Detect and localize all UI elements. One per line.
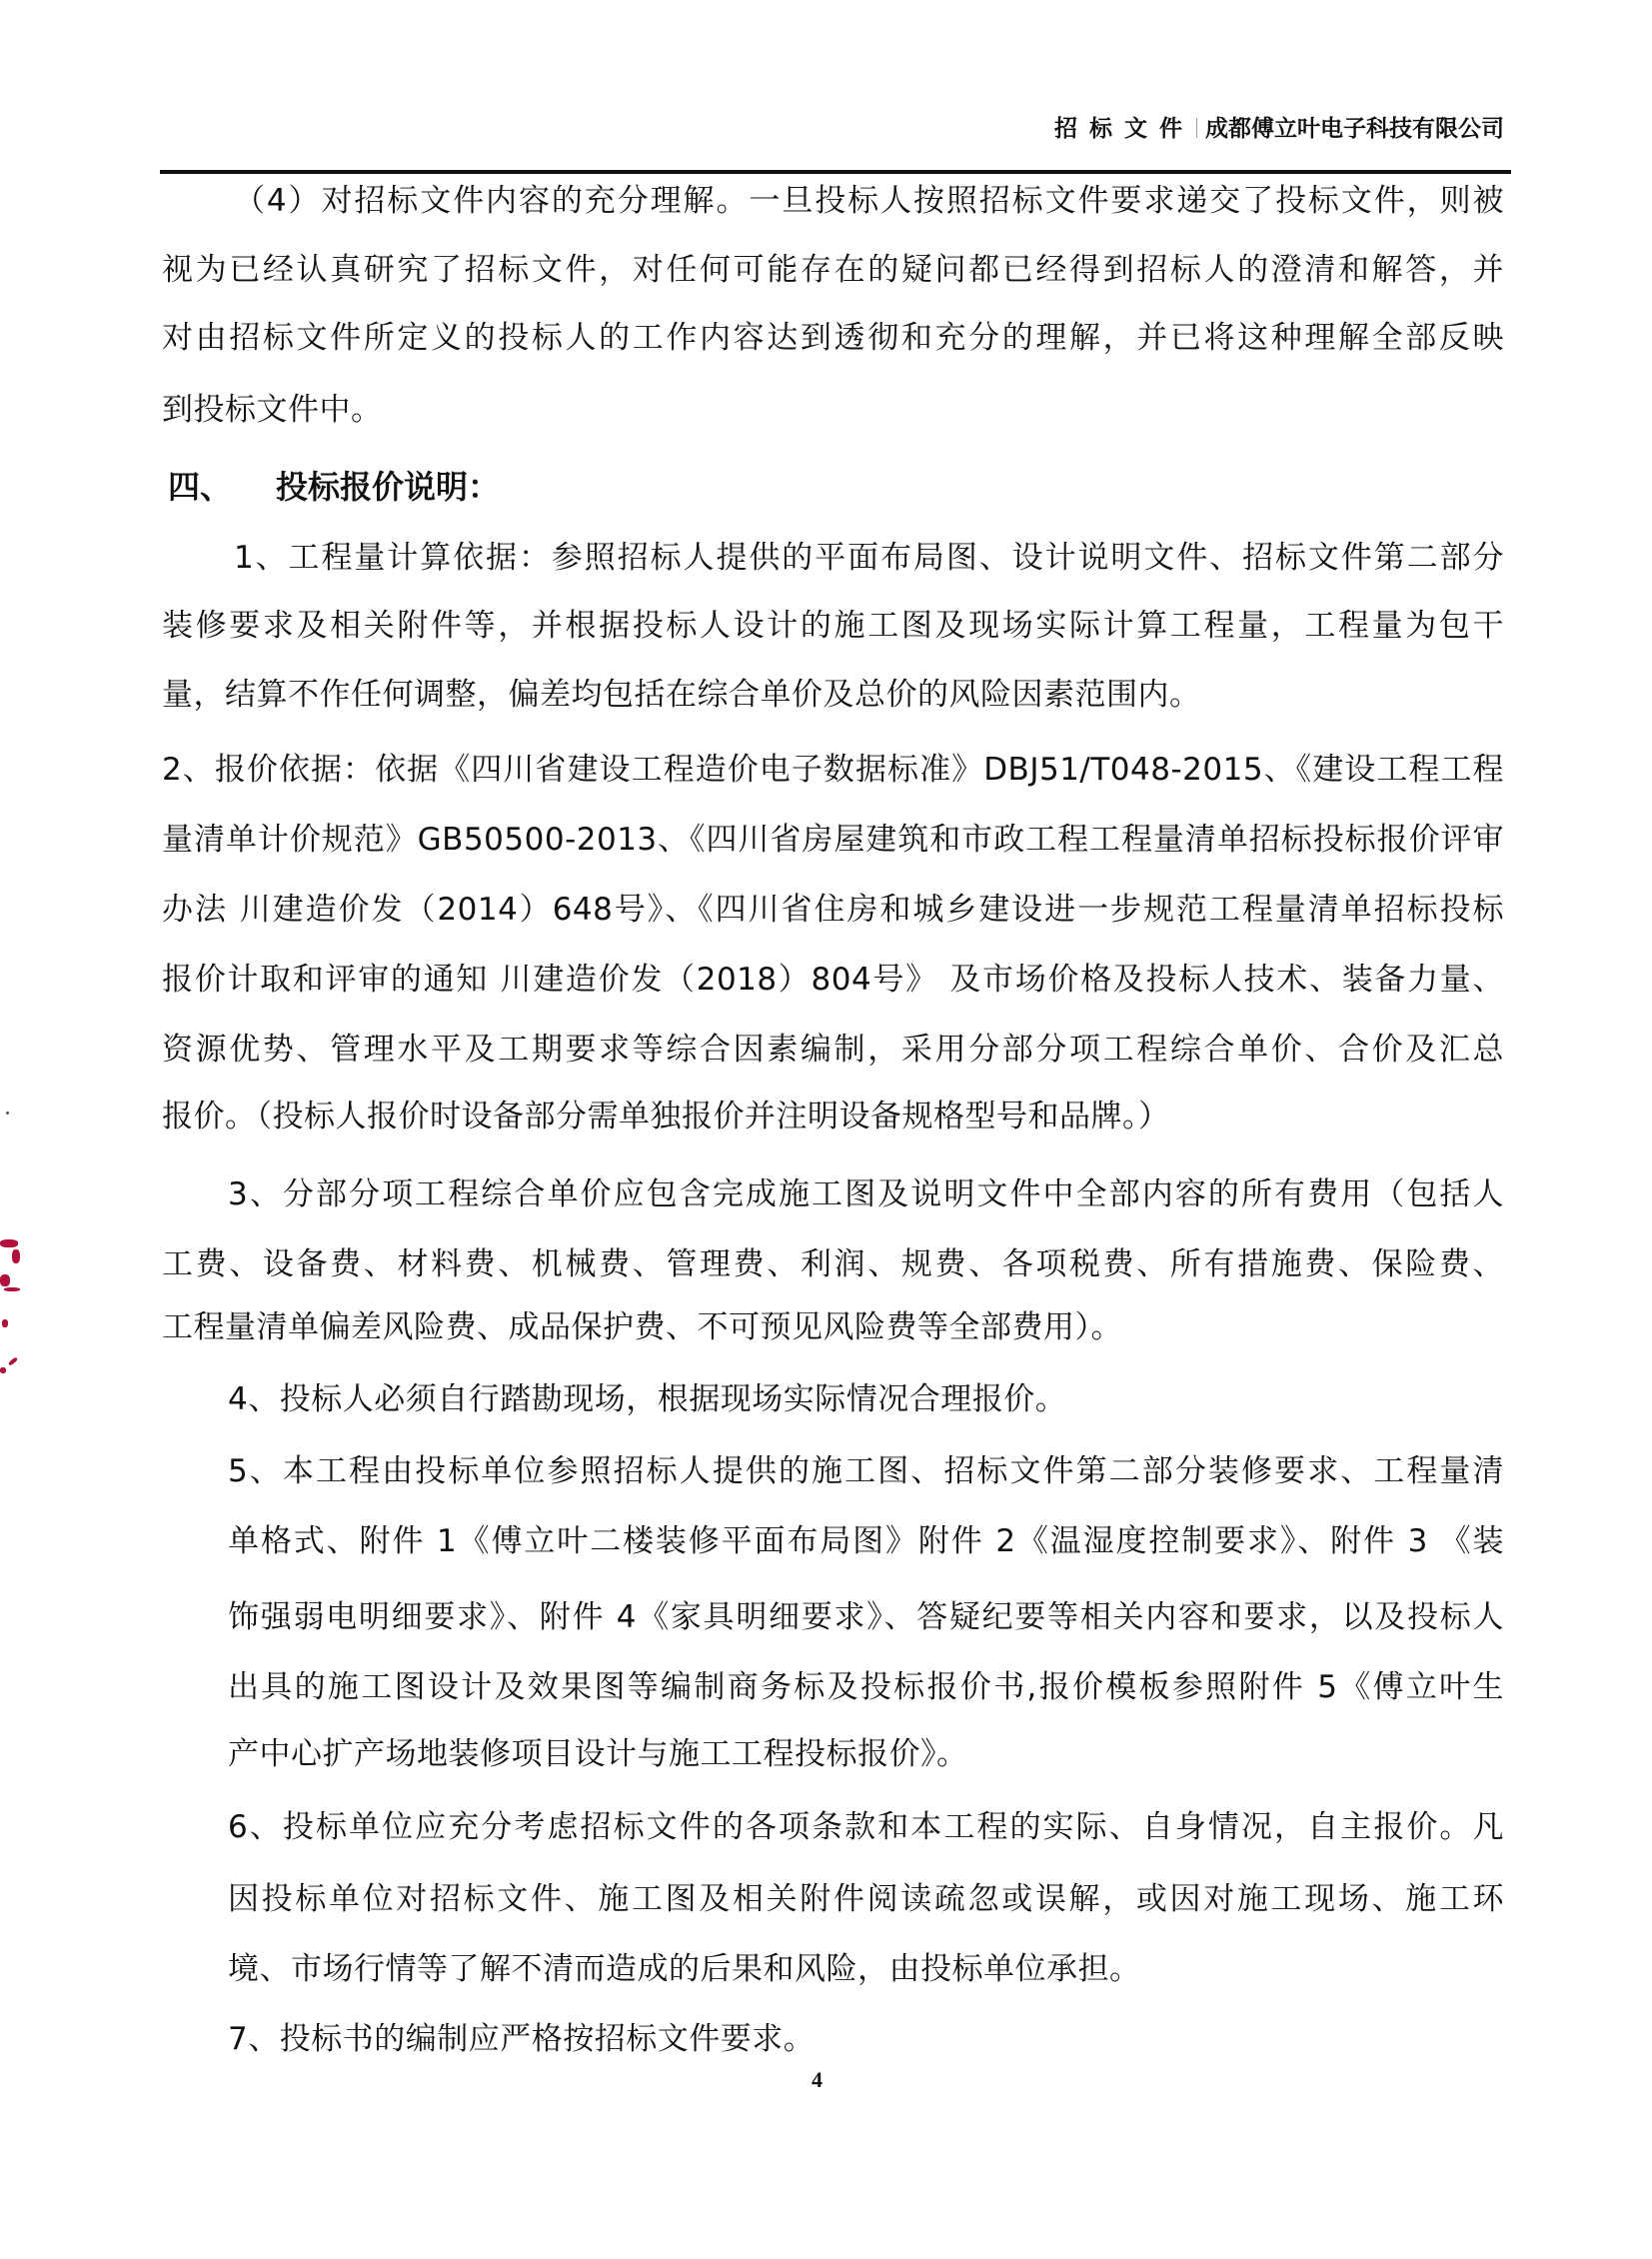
paragraph-line: 对由招标文件所定义的投标人的工作内容达到透彻和充分的理解，并已将这种理解全部反映: [162, 320, 1504, 356]
running-header: [1054, 110, 1504, 143]
paragraph-line: 到投标文件中。: [162, 392, 383, 428]
paragraph-line: 视为已经认真研究了招标文件，对任何可能存在的疑问都已经得到招标人的澄清和解答，并: [162, 252, 1504, 288]
header-separator: [1196, 118, 1197, 138]
item-4-line: 4、投标人必须自行踏勘现场，根据现场实际情况合理报价。: [228, 1381, 1067, 1417]
item-2-line: 量清单计价规范》GB50500-2013、《四川省房屋建筑和市政工程工程量清单招标投标报价评审: [162, 822, 1504, 858]
item-1-line: 量，结算不作任何调整，偏差均包括在综合单价及总价的风险因素范围内。: [162, 677, 1201, 713]
item-5-line: 单格式、附件 1《傅立叶二楼装修平面布局图》附件 2《温湿度控制要求》、附件 3 《装: [228, 1523, 1504, 1559]
item-1-line: 装修要求及相关附件等，并根据投标人设计的施工图及现场实际计算工程量，工程量为包干: [162, 608, 1504, 644]
paragraph-line: （4）对招标文件内容的充分理解。一旦投标人按照招标文件要求递交了投标文件，则被: [234, 183, 1504, 219]
item-5-line: 出具的施工图设计及效果图等编制商务标及投标报价书,报价模板参照附件 5《傅立叶生: [228, 1669, 1504, 1705]
section-number: 四、: [168, 468, 233, 506]
section-heading: [168, 462, 500, 508]
item-2-line: 报价计取和评审的通知 川建造价发（2018）804号》 及市场价格及投标人技术、装备力量、: [162, 962, 1504, 998]
page-number: 4: [812, 2067, 823, 2092]
header-company: 成都傅立叶电子科技有限公司: [1205, 116, 1504, 142]
header-doc-label: 招标文件: [1054, 116, 1194, 142]
item-5-line: 5、本工程由投标单位参照招标人提供的施工图、招标文件第二部分装修要求、工程量清: [228, 1453, 1504, 1489]
item-2-line: 2、报价依据：依据《四川省建设工程造价电子数据标准》DBJ51/T048-2015、《建设工程工程: [162, 752, 1504, 788]
item-1-line: 1、工程量计算依据：参照招标人提供的平面布局图、设计说明文件、招标文件第二部分: [234, 540, 1504, 576]
item-5-line: 饰强弱电明细要求》、附件 4《家具明细要求》、答疑纪要等相关内容和要求，以及投标人: [228, 1599, 1504, 1635]
scan-speck: [6, 1112, 9, 1115]
item-6-line: 6、投标单位应充分考虑招标文件的各项条款和本工程的实际、自身情况，自主报价。凡: [228, 1809, 1504, 1845]
item-3-line: 工程量清单偏差风险费、成品保护费、不可预见风险费等全部费用）。: [162, 1309, 1122, 1345]
section-title: 投标报价说明：: [276, 468, 501, 506]
item-6-line: 因投标单位对招标文件、施工图及相关附件阅读疏忽或误解，或因对施工现场、施工环: [228, 1881, 1504, 1917]
item-2-line: 资源优势、管理水平及工期要求等综合因素编制，采用分部分项工程综合单价、合价及汇总: [162, 1032, 1504, 1068]
header-rule: [160, 170, 1511, 174]
item-7-line: 7、投标书的编制应严格按招标文件要求。: [228, 2021, 816, 2057]
item-3-line: 3、分部分项工程综合单价应包含完成施工图及说明文件中全部内容的所有费用（包括人: [228, 1176, 1504, 1212]
item-3-line: 工费、设备费、材料费、机械费、管理费、利润、规费、各项税费、所有措施费、保险费、: [162, 1246, 1504, 1282]
seal-stamp-fragment: [0, 1239, 26, 1389]
item-5-line: 产中心扩产场地装修项目设计与施工工程投标报价》。: [228, 1736, 968, 1772]
item-2-line: 报价。（投标人报价时设备部分需单独报价并注明设备规格型号和品牌。）: [162, 1099, 1170, 1134]
item-6-line: 境、市场行情等了解不清而造成的后果和风险，由投标单位承担。: [228, 1951, 1141, 1987]
item-2-line: 办法 川建造价发（2014）648号》、《四川省住房和城乡建设进一步规范工程量清单招标投标: [162, 892, 1504, 928]
